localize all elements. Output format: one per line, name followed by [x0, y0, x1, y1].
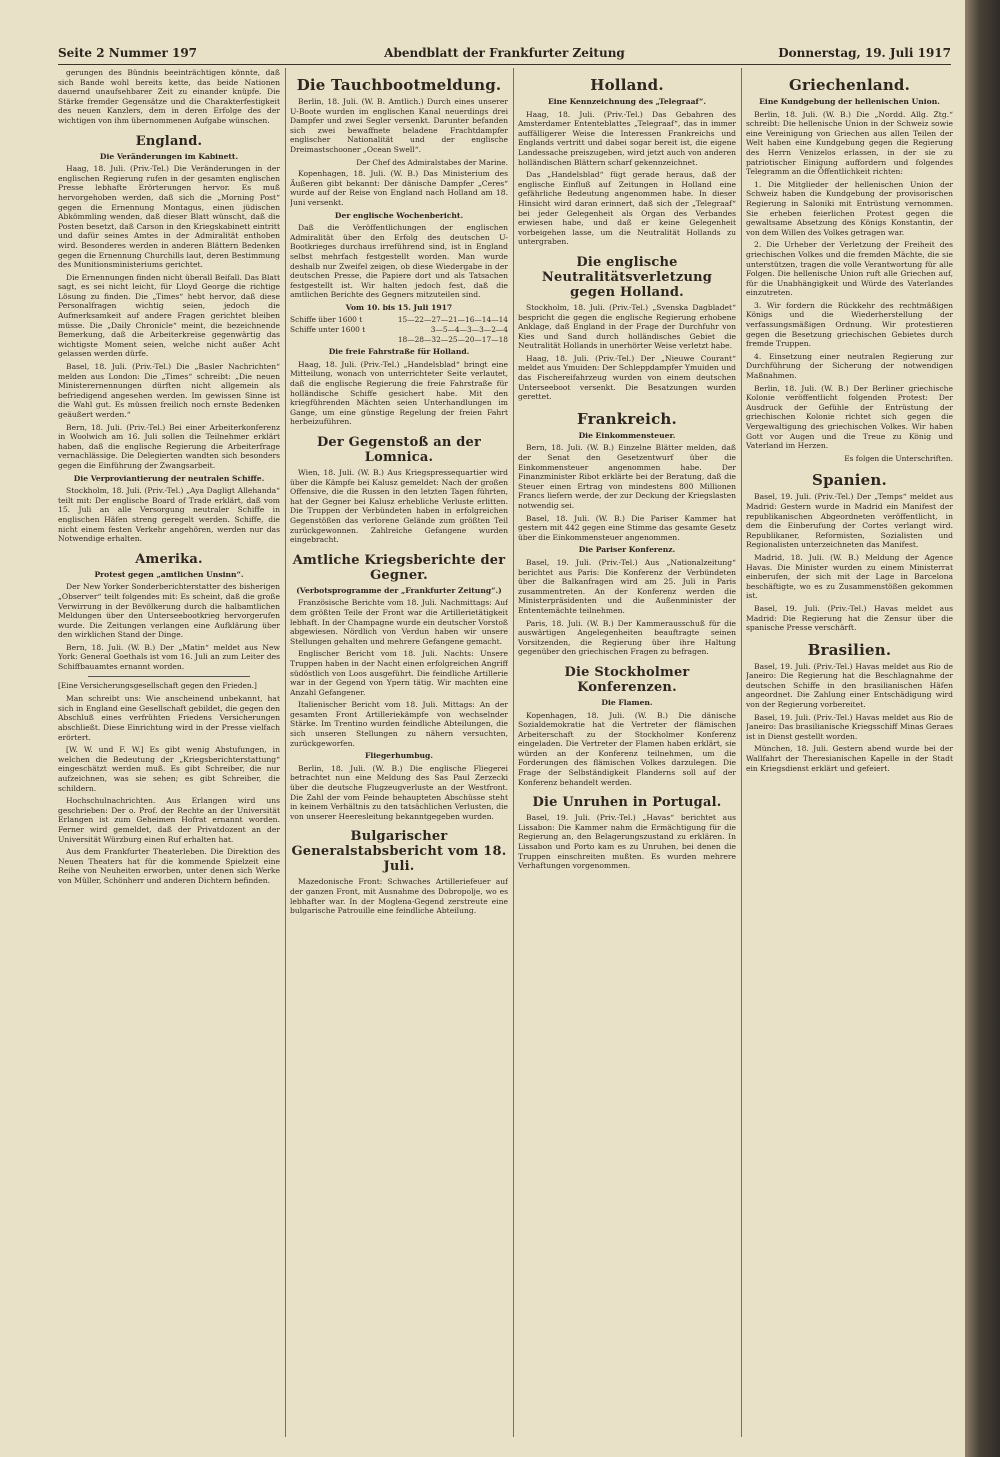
column-divider	[285, 68, 286, 1437]
section-heading-portugal: Die Unruhen in Portugal.	[532, 795, 722, 811]
article-text: München, 18. Juli. Gestern abend wurde bei der Wallfahrt der Theresianischen Kapelle in der Stadt ein Kriegsdienst erklärt und gefeiert.	[746, 744, 953, 773]
subheading: Die Einkommensteuer.	[578, 430, 676, 440]
article-text: Basel, 19. Juli. (Priv.-Tel.) Der „Temps“ meldet aus Madrid: Gestern wurde in Madrid ein Manifest der republikanischen Abgeordneten veröffentlicht, in dem die Einberufung der Cortes verlangt wird. Republikaner, Reformisten, Sozialisten und Regionalisten unterzeichneten das Manifest.	[746, 492, 953, 550]
article-text: Englischer Bericht vom 18. Juli. Nachts: Unsere Truppen haben in der Nacht einen erfolgreichen Angriff südöstlich von Loos ausgeführt. Die feindliche Artillerie war in der Gegend von Ypern tätig. Wir machten eine Anzahl Gefangener.	[290, 649, 508, 697]
article-text: Bern, 18. Juli. (Priv.-Tel.) Bei einer Arbeiterkonferenz in Woolwich am 16. Juli sollen die Teilnehmer erklärt haben, daß die englische Regierung die Arbeiterfrage vernachlässige. Die Delegierten wandten sich besonders gegen die Einführung der Zwangsarbeit.	[58, 422, 280, 470]
article-text: 1. Die Mitglieder der hellenischen Union der Schweiz haben die Kundgebung der provisorischen Regierung in Saloniki mit Entrüstung vernommen. Sie erheben feierlichen Protest gegen die gewaltsame Absetzung des Königs Konstantin, der von dem Willen des Volkes getragen war.	[746, 179, 953, 237]
article-text: Berlin, 18. Juli. (W. B. Amtlich.) Durch eines unserer U-Boote wurden im englischen Kanal neuerdings drei Dampfer und zwei Segler versenkt. Darunter befanden sich zwei bewaffnete beladene Frachtdampfer englischer Nationalität und der englische Dreimastschooner „Ocean Swell“.	[290, 97, 508, 154]
article-text: Basel, 18. Juli. (Priv.-Tel.) Die „Basler Nachrichten“ melden aus London: Die „Times“ schreibt: „Die neuen Ministerernennungen dürften nicht allgemein als befriedigend angesehen werden. Im gewissen Sinne ist die Wahl gut. Es müssen freilich noch ernste Bedenken geäußert werden.“	[58, 362, 280, 419]
section-heading-stockholm: Die Stockholmer Konferenzen.	[564, 664, 690, 695]
article-text: Mazedonische Front: Schwaches Artilleriefeuer auf der ganzen Front, mit Ausnahme des Dobropolje, wo es lebhafter war. In der Moglena-Gegend zerstreute eine bulgarische Patrouille eine feindliche Abteilung.	[290, 877, 508, 916]
page-number: Seite 2 Nummer 197	[58, 46, 198, 60]
article-text: Berlin, 18. Juli. (W. B.) Der Berliner griechische Kolonie veröffentlicht folgenden Protest: Der Ausdruck der Gefühle der Entrüstung der griechischen Kolonie richtet sich gegen die Vergewaltigung des griechischen Volkes. Wir haben Gott vor Augen und die Treue zu König und Vaterland im Herzen.	[746, 383, 953, 451]
article-text: Stockholm, 18. Juli. (Priv.-Tel.) „Svenska Dagbladet“ bespricht die gegen die englische Regierung erhobene Anklage, daß England in der Frage der Durchfuhr von Kies und Sand durch holländisches Gebiet die Neutralität Hollands in unerhörter Weise verletzt habe.	[518, 302, 736, 351]
column-2	[290, 68, 508, 1437]
section-heading-griechenland: Griechenland.	[788, 76, 911, 94]
table-row	[290, 325, 508, 335]
section-heading-tauchboot: Die Tauchbootmeldung.	[296, 76, 502, 94]
issue-date: Donnerstag, 19. Juli 1917	[778, 46, 951, 60]
subheading: Eine Kennzeichnung des „Telegraaf“.	[547, 97, 707, 106]
section-heading-kriegsberichte: Amtliche Kriegsberichte der Gegner.	[292, 552, 506, 583]
article-text: Basel, 19. Juli. (Priv.-Tel.) Havas meldet aus Madrid: Die Regierung hat die Zensur über die spanische Presse verschärft.	[746, 603, 953, 633]
article-text: Hochschulnachrichten. Aus Erlangen wird uns geschrieben: Der o. Prof. der Rechte an der Universität Erlangen ist zum Geheimen Hofrat ernannt worden. Ferner wird gemeldet, daß der Privatdozent an der Universität Würzburg einen Ruf erhalten hat.	[58, 796, 280, 844]
section-heading-lomnica: Der Gegenstoß an der Lomnica.	[316, 435, 482, 465]
subheading: Der englische Wochenbericht.	[334, 210, 464, 220]
article-text: Madrid, 18. Juli. (W. B.) Meldung der Agence Havas. Die Minister wurden zu einem Ministerrat einberufen, der sich mit der Lage in Barcelona beschäftigte, wo es zu Zusammenstößen gekommen ist.	[746, 552, 953, 601]
column-divider	[741, 68, 742, 1437]
article-text: Basel, 18. Juli. (W. B.) Die Pariser Kammer hat gestern mit 442 gegen eine Stimme das gesamte Gesetz über die Einkommensteuer angenommen.	[518, 513, 736, 542]
newspaper-title: Abendblatt der Frankfurter Zeitung	[384, 46, 625, 60]
divider	[88, 676, 250, 677]
table-cell: 3—5—4—3—3—2—4	[430, 325, 508, 335]
table-row	[290, 315, 508, 325]
book-binding-edge	[965, 0, 1000, 1457]
table-cell: Schiffe unter 1600 t	[290, 325, 366, 335]
statistics-table	[290, 303, 508, 344]
article-text: Wien, 18. Juli. (W. B.) Aus Kriegspressequartier wird über die Kämpfe bei Kalusz gemeldet: Nach der großen Offensive, die die Russen in den letzten Tagen führten, hat der Gegner bei Kalusz erhebliche Verluste erlitten. Die Truppen der Verbündeten haben in erfolgreichen Gegenstößen das verlorene Gelände zum größten Teil zurückgewonnen. Zahlreiche Gefangene wurden eingebracht.	[290, 468, 508, 545]
section-heading-neutralitaet: Die englische Neutralitätsverletzung gegen Holland.	[541, 254, 713, 300]
section-heading-holland: Holland.	[590, 76, 664, 94]
article-text: Basel, 19. Juli. (Priv.-Tel.) Havas meldet aus Rio de Janeiro: Das brasilianische Kriegsschiff Minas Geraes ist in Dienst gestellt worden.	[746, 712, 953, 741]
subheading: Die Flamen.	[601, 697, 653, 707]
article-text: Basel, 19. Juli. (Priv.-Tel.) Havas meldet aus Rio de Janeiro: Die Regierung hat die Beschlagnahme der deutschen Schiffe in den brasilianischen Häfen angeordnet. Die Zahlung einer Entschädigung wird von der Regierung vorbereitet.	[746, 661, 953, 710]
article-text: Italienischer Bericht vom 18. Juli. Mittags: An der gesamten Front Artilleriekämpfe von wechselnder Stärke. Im Trentino wurden feindliche Abteilungen, die sich unseren Stellungen zu nähern versuchten, zurückgeworfen.	[290, 700, 508, 748]
article-text: Das „Handelsblad“ fügt gerade heraus, daß der englische Einfluß auf Zeitungen in Holland eine gefährliche Bedeutung angenommen habe. In dieser Hinsicht wird daran erinnert, daß sich der „Telegraaf“ bei jeder Gelegenheit als Organ des Verbandes erwiesen habe, und daß er keine Gelegenheit vorbeigehen lasse, um die Neutralität Hollands zu untergraben.	[518, 170, 736, 247]
subheading: Die Verproviantierung der neutralen Schiffe.	[73, 473, 265, 483]
article-text: Berlin, 18. Juli. (W. B.) Die englische Fliegerei betrachtet nun eine Meldung des Sas Paul Zerzecki über die deutsche Flugzeugverluste an der Westfront. Die Zahl der vom Feinde behaupteten Abschüsse steht in keinem Verhältnis zu den tatsächlichen Verlusten, die von unserer Heeresleitung bekanntgegeben wurden.	[290, 763, 508, 821]
article-text: Paris, 18. Juli. (W. B.) Der Kammerausschuß für die auswärtigen Angelegenheiten beauftragte seinen Vorsitzenden, die Regierung über ihre Haltung gegenüber den griechischen Fragen zu befragen.	[518, 618, 736, 657]
section-heading-england: England.	[135, 133, 203, 149]
article-text: gerungen des Bündnis beeinträchtigen könnte, daß sich Bande wohl bereits kette, das beide Nationen dauernd unaufsehbarer Zeit zu einander knüpfe. Die Stärke fremder Gegensätze und die Charakterfestigkeit des neuen Kanzlers, dem in deren Erfolge des der wichtigen von ihm übernommenen Aufgabe wünschen.	[58, 68, 280, 125]
article-text: Basel, 19. Juli. (Priv.-Tel.) „Havas“ berichtet aus Lissabon: Die Kammer nahm die Ermächtigung für die Regierung an, den Belagerungszustand zu erklären. In Lissabon und Porto kam es zu Unruhen, bei denen die Truppen einschreiten mußten. Es wurden mehrere Verhaftungen vorgenommen.	[518, 813, 736, 871]
masthead-rule	[58, 64, 951, 65]
article-text: Französische Berichte vom 18. Juli. Nachmittags: Auf dem größten Teile der Front war die Artillerietätigkeit lebhaft. In der Champagne wurde ein deutscher Vorstoß abgewiesen. Nördlich von Verdun haben wir unsere Stellungen gehalten und mehrere Gefangene gemacht.	[290, 598, 508, 646]
column-3	[518, 68, 736, 1437]
section-heading-spanien: Spanien.	[812, 471, 887, 490]
article-text: Aus dem Frankfurter Theaterleben. Die Direktion des Neuen Theaters hat für die kommende Spielzeit eine Reihe von Neuheiten erworben, unter denen sich Werke von Müller, Schönherr und anderen Dichtern befinden.	[58, 847, 280, 885]
article-text: Der New Yorker Sonderberichterstatter des bisherigen „Observer“ teilt folgendes mit: Es scheint, daß die große Verwirrung in der Bevölkerung durch die halbamtlichen Meldungen über den Unterseebootkrieg hervorgerufen wurde. Die Zeitungen verlangen eine Aufklärung über den wirklichen Stand der Dinge.	[58, 582, 280, 640]
subheading: Protest gegen „amtlichen Unsinn“.	[94, 569, 244, 579]
article-text: 2. Die Urheber der Verletzung der Freiheit des griechischen Volkes und die fremden Mächte, die sie unterstützen, tragen die volle Verantwortung für alle Folgen. Die hellenische Union ruft alle Griechen auf, für die Unabhängigkeit und Würde des Vaterlandes einzutreten.	[746, 240, 953, 298]
subheading: Die Veränderungen im Kabinett.	[99, 151, 239, 161]
article-text: Die Ernennungen finden nicht überall Beifall. Das Blatt sagt, es sei nicht leicht, für Lloyd George die richtige Lösung zu finden. Die „Times“ hebt hervor, daß diese Personalfragen wichtig seien, jedoch die Aufmerksamkeit auf andere Fragen gerichtet bleiben müsse. Die „Daily Chronicle“ meint, die bezeichnende Bemerkung, daß die Arbeiterkreise gegenwärtig das wichtigste Moment seien, welche nicht außer Acht gelassen werden dürfe.	[58, 272, 280, 359]
table-cell: Schiffe über 1600 t	[290, 315, 363, 325]
article-text: Haag, 18. Juli. (Priv.-Tel.) Die Veränderungen in der englischen Regierung rufen in der gesamten englischen Presse lebhafte Erörterungen hervor. Es muß hervorgehoben werden, daß sich die „Morning Post“ gegen die Ernennung Montagus, einen jüdischen Abkömmling wenden, daß dieser Blatt wünscht, daß die Posten besetzt, daß Carson in den Kriegskabinett eintritt und dafür seines Amtes in der Admiralität enthoben wird. Besonderes werden in anderen Blättern Bedenken gegen die Ernennung Churchills laut, deren Bestimmung des Munitionsministeriums gerichtet.	[58, 164, 280, 270]
table-title: Vom 10. bis 15. Juli 1917	[345, 302, 453, 312]
subheading: (Verbotsprogramme der „Frankfurter Zeitung“.)	[296, 585, 502, 595]
article-text: Man schreibt uns: Wie anscheinend unbekannt, hat sich in England eine Gesellschaft gebildet, die gegen den Abschluß eines verfrühten Friedens Versicherungen abschließt. Diese Einrichtung wird in der Presse vielfach erörtert.	[58, 694, 280, 742]
subheading: Die freie Fahrstraße für Holland.	[328, 347, 470, 357]
article-text: Bern, 18. Juli. (W. B.) Der „Matin“ meldet aus New York: General Goethals ist vom 16. Juli an zum Leiter des Schiffbauamtes ernannt worden.	[58, 642, 280, 672]
article-text: Berlin, 18. Juli. (W. B.) Die „Nordd. Allg. Ztg.“ schreibt: Die hellenische Union in der Schweiz sowie eine Vereinigung von Griechen aus allen Teilen der Welt haben eine Kundgebung gegen die Regierung des Herrn Venizelos erlassen, in der sie zu patriotischer Einigung auffordern und folgendes Telegramm an die Öffentlichkeit richten:	[746, 109, 953, 177]
subheading: Die Pariser Konferenz.	[578, 545, 676, 555]
article-text: 3. Wir fordern die Rückkehr des rechtmäßigen Königs und die Wiederherstellung der verfassungsmäßigen Ordnung. Wir protestieren gegen die Besetzung griechischen Gebietes durch fremde Truppen.	[746, 300, 953, 349]
section-heading-brasilien: Brasilien.	[807, 640, 892, 659]
article-text: Haag, 18. Juli. (Priv.-Tel.) Das Gebahren des Amsterdamer Ententeblattes „Telegraaf“, das in immer auffälligerer Weise die Interessen Frankreichs und Englands vertritt und dabei sogar bereit ist, die eigene Landessache preiszugeben, wird jetzt auch von anderen holländischen Blättern scharf gekennzeichnet.	[518, 109, 736, 167]
column-4	[746, 68, 953, 1437]
article-text: Kopenhagen, 18. Juli. (W. B.) Die dänische Sozialdemokratie hat die Vertreter der flämischen Arbeiterschaft zu der Stockholmer Konferenz eingeladen. Die Vertreter der Flamen haben erklärt, sie würden an der Konferenz teilnehmen, um die Forderungen des flämischen Volkes darzulegen. Die Frage der Selbständigkeit Flanderns soll auf der Konferenz behandelt werden.	[518, 710, 736, 787]
article-text: [W. W. und F. W.] Es gibt wenig Abstufungen, in welchen die Bedeutung der „Kriegsberichterstattung“ eingeschätzt werden muß. Es gibt Schreiber, die nur aufzeichnen, was sie sehen; es gibt Schreiber, die schildern.	[58, 745, 280, 793]
table-cell: 18—28—32—25—20—17—18	[397, 334, 508, 344]
masthead	[58, 46, 951, 66]
article-text: Stockholm, 18. Juli. (Priv.-Tel.) „Aya Dagligt Allehanda“ teilt mit: Der englische Board of Trade erklärt, daß vom 15. Juli an alle Versorgung neutraler Schiffe in englischen Häfen streng geregelt werden. Schiffe, die nicht einem festen Verkehr angehören, werden nur das Notwendige erhalten.	[58, 486, 280, 544]
section-heading-frankreich: Frankreich.	[577, 409, 677, 428]
table-row	[290, 335, 508, 345]
article-text: Haag, 18. Juli. (Priv.-Tel.) Der „Nieuwe Courant“ meldet aus Ymuiden: Der Schleppdampfer Ymuiden und das Fischereifahrzeug wurden von einem deutschen Unterseeboot versenkt. Die Besatzungen wurden gerettet.	[518, 353, 736, 402]
article-text: Basel, 19. Juli. (Priv.-Tel.) Aus „Nationalzeitung“ berichtet aus Paris: Die Konferenz der Verbündeten über die Balkanfragen wird am 25. Juli in Paris zusammentreten. An der Konferenz werden die Ministerpräsidenten und die Außenminister der Ententemächte teilnehmen.	[518, 557, 736, 615]
section-heading-amerika: Amerika.	[135, 551, 203, 567]
article-text: Daß die Veröffentlichungen der englischen Admiralität über den Erfolg des deutschen U-Bootkrieges durchaus irreführend sind, ist in England selbst mehrfach festgestellt worden. Man wurde deshalb nur Zweifel zeigen, ob diese Wiedergabe in der deutschen Presse, die Papiere dort und als Tatsachen festgestellt ist. Wir halten jedoch fest, daß die amtlichen Berichte des Gegners mitzuteilen sind.	[290, 223, 508, 300]
subheading: Eine Kundgebung der hellenischen Union.	[759, 97, 940, 106]
article-signature: Es folgen die Unterschriften.	[844, 453, 953, 463]
article-text: Haag, 18. Juli. (Priv.-Tel.) „Handelsblad“ bringt eine Mitteilung, wonach von unterrichteter Seite verlautet, daß die englische Regierung die freie Fahrstraße für holländische Schiffe gesichert habe. Mit den kriegführenden Mächten seien Unterhandlungen im Gange, um eine günstige Regelung der freien Fahrt herbeizuführen.	[290, 359, 508, 427]
article-text: Bern, 18. Juli. (W. B.) Einzelne Blätter melden, daß der Senat den Gesetzentwurf über die Einkommensteuer angenommen habe. Der Finanzminister Ribot erklärte bei der Beratung, daß die Steuer einen Ertrag von mindestens 800 Millionen Francs liefern werde, der zur Deckung der Kriegslasten notwendig sei.	[518, 443, 736, 510]
notice-heading: [Eine Versicherungsgesellschaft gegen den Frieden.]	[58, 680, 257, 690]
article-text: Kopenhagen, 18. Juli. (W. B.) Das Ministerium des Äußeren gibt bekannt: Der dänische Dampfer „Ceres“ wurde auf der Reise von England nach Holland am 18. Juni versenkt.	[290, 169, 508, 207]
subheading: Fliegerhumbug.	[365, 751, 433, 761]
section-heading-bulgarisch: Bulgarischer Generalstabsbericht vom 18. Juli.	[291, 829, 507, 875]
article-signature: Der Chef des Admiralstabes der Marine.	[356, 157, 508, 167]
column-divider	[513, 68, 514, 1437]
table-cell: 15—22—27—21—16—14—14	[397, 315, 508, 325]
article-text: 4. Einsetzung einer neutralen Regierung zur Durchführung der Sicherung der notwendigen Maßnahmen.	[746, 351, 953, 381]
column-1	[58, 68, 280, 1437]
